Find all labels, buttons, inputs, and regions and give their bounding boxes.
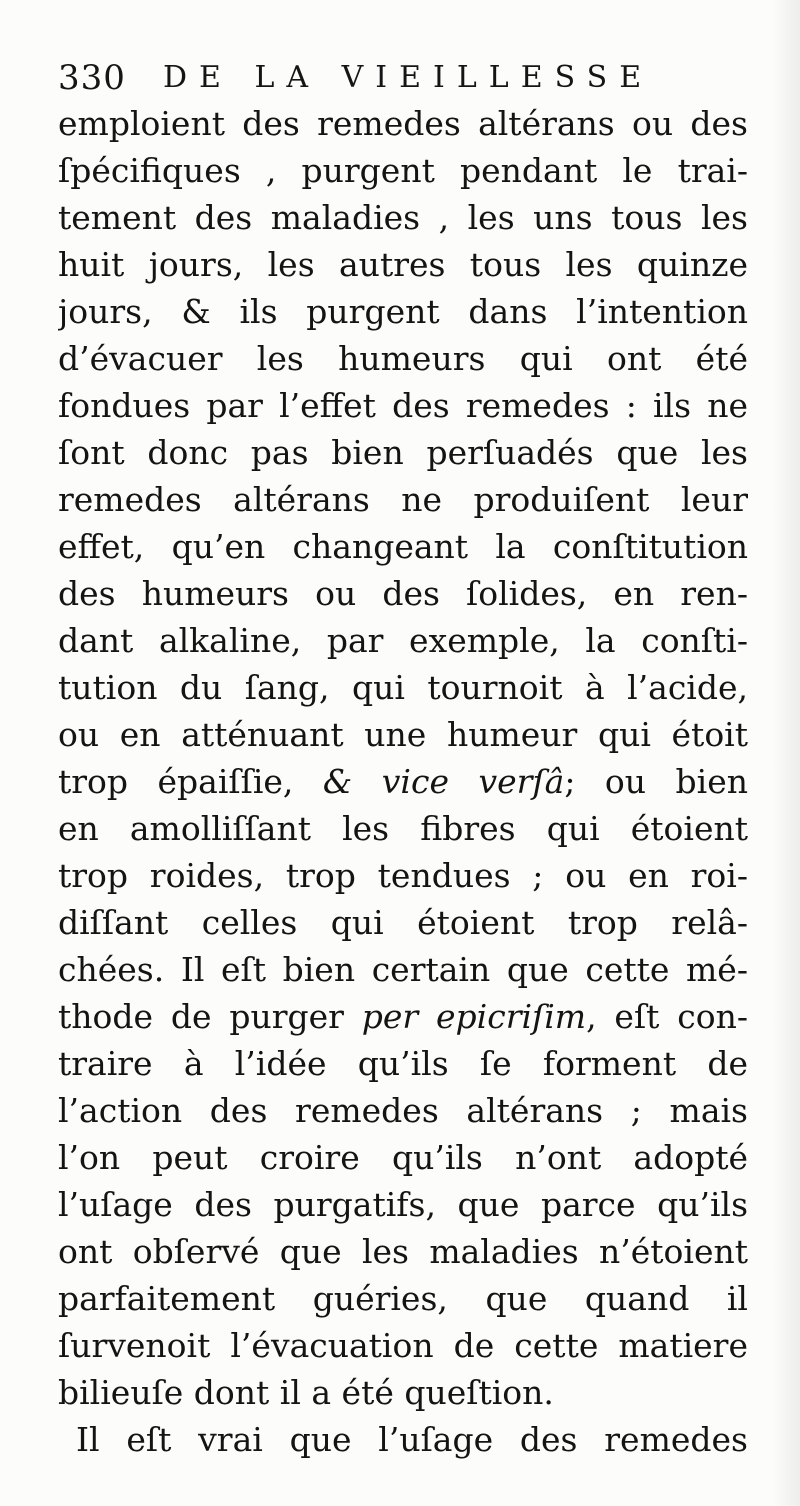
running-title: DE LA VIEILLESSE (163, 60, 654, 95)
text-line: des humeurs ou des ſolides, en ren- (58, 574, 748, 613)
text-line: tution du ſang, qui tournoit à l’acide, (58, 668, 748, 707)
text-line: jours, & ils purgent dans l’intention (58, 292, 748, 331)
text-line: ſpécifiques , purgent pendant le trai- (58, 151, 748, 190)
text-line: trop roides, trop tendues ; ou en roi- (58, 856, 748, 895)
text-line: huit jours, les autres tous les quinze (58, 245, 748, 284)
text-line: fondues par l’effet des remedes : ils ne (58, 386, 748, 425)
text-line: chées. Il eſt bien certain que cette mé- (58, 950, 748, 989)
paragraph-first-line: Il eſt vrai que l’uſage des remedes (76, 1420, 748, 1459)
italic-phrase: & vice verſâ (322, 762, 565, 801)
body-text (58, 100, 748, 1463)
text-line: ſont donc pas bien perſuadés que les (58, 433, 748, 472)
paragraph-last-line: bilieuſe dont il a été queſtion. (58, 1373, 554, 1412)
text-line: traire à l’idée qu’ils ſe forment de (58, 1044, 748, 1083)
text-segment: ; ou bien (564, 762, 748, 801)
text-line: d’évacuer les humeurs qui ont été (58, 339, 748, 378)
text-line: remedes altérans ne produiſent leur (58, 480, 748, 519)
text-line: l’action des remedes altérans ; mais (58, 1091, 748, 1130)
text-line: emploient des remedes altérans ou des (58, 104, 748, 143)
page-header (58, 58, 758, 104)
text-line: dant alkaline, par exemple, la conſti- (58, 621, 748, 660)
page-number: 330 (58, 58, 126, 98)
text-line: ſurvenoit l’évacuation de cette matiere (58, 1326, 748, 1365)
text-line: tement des maladies , les uns tous les (58, 198, 748, 237)
text-segment: trop épaiſſie, (58, 762, 323, 801)
text-segment: thode de purger (58, 997, 362, 1036)
text-line: ont obſervé que les maladies n’étoient (58, 1232, 748, 1271)
text-line: l’on peut croire qu’ils n’ont adopté (58, 1138, 748, 1177)
text-line: ou en atténuant une humeur qui étoit (58, 715, 748, 754)
italic-phrase: per epicriſim (361, 997, 587, 1036)
text-line: parfaitement guéries, que quand il (58, 1279, 748, 1318)
text-line-mixed (58, 993, 748, 1040)
text-line: l’uſage des purgatifs, que parce qu’ils (58, 1185, 748, 1224)
text-line-mixed (58, 758, 748, 805)
text-line: en amolliſſant les fibres qui étoient (58, 809, 748, 848)
text-line: effet, qu’en changeant la conſtitution (58, 527, 748, 566)
text-segment: , eſt con- (586, 997, 748, 1036)
text-line: diſſant celles qui étoient trop relâ- (58, 903, 748, 942)
